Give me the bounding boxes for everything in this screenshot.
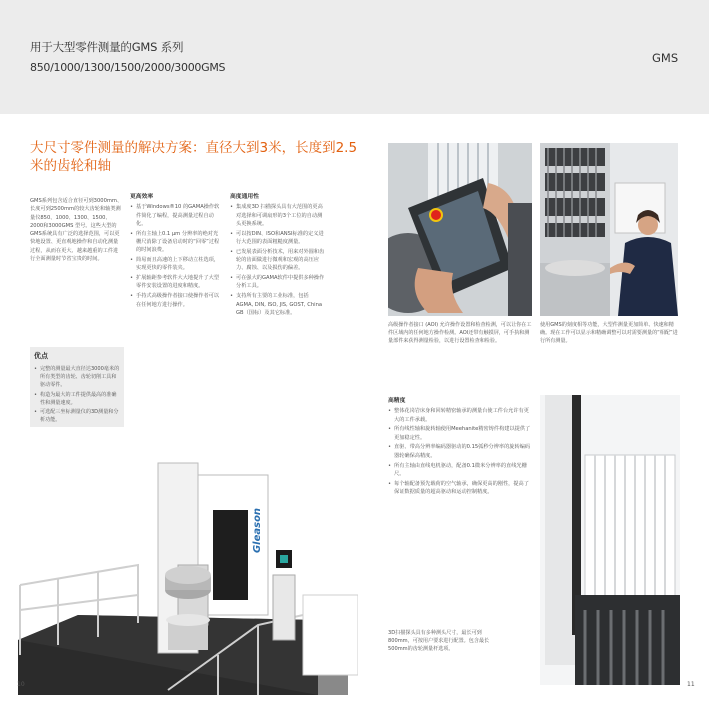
- brand-label-wrap: [250, 480, 266, 580]
- advantages-box: [30, 347, 124, 427]
- versatility-list: [230, 203, 325, 317]
- handheld-caption: 高级操作者接口 (AOI) 允许操作设置和检查检测，可以让你在工件区域内的任何地方操作检测。AOI还带有触摸屏，可手执和测量部件来获得测量检验，以进行设置检查和检验。: [388, 322, 532, 344]
- list-item: • 基于Windows®10 的GAMA操作软件简化了编程，提高测量过程自动化。: [130, 203, 223, 228]
- list-item: • 可在强大的GAMA软件中提供多种操作分析工具。: [230, 274, 325, 291]
- page-number-left: 10: [17, 681, 25, 688]
- precision-list: [388, 407, 533, 496]
- list-item: • 所有线性轴和旋转轴使用Meehanite精密铸件构建以提供了更加稳定性。: [388, 425, 533, 442]
- probe-caption: 3D扫描探头具有多种测头尺寸，最长可到800mm，可按用户要求进行配置。包含最长500mm的齿轮测量杆选项。: [388, 630, 490, 652]
- efficiency-list: [130, 203, 223, 309]
- list-item: • 整体花岗岩床身和回转精密轴承的测量台使工件台允许有更大的工件承载。: [388, 407, 533, 424]
- header-subtitle: 850/1000/1300/1500/2000/3000GMS: [30, 61, 226, 74]
- versatility-column: [230, 193, 325, 319]
- versatility-title: 高度通用性: [230, 194, 259, 200]
- list-item: • 已发展表面分析技术，用来对外圆和齿轮的齿面做进行微观和宏观的高压应力、腐蚀、以及损伤的偏差。: [230, 248, 325, 273]
- brand-label: Gleason: [252, 507, 264, 553]
- headline: 大尺寸零件测量的解决方案：直径大到3米，长度到2.5米的齿轮和轴: [30, 140, 358, 174]
- header-title: 用于大型零件测量的GMS 系列: [30, 40, 184, 54]
- list-item: • 可以按DIN、ISO和ANSI标准的定义进行大范围的表面粗糙度测量。: [230, 230, 325, 247]
- header-tag: GMS: [652, 51, 679, 65]
- handheld-photo: [388, 143, 532, 316]
- header-band: [0, 0, 709, 114]
- list-item: • 集成度3D 扫描探头具有大范围的更高对选择和可调扇形的3个工位的自动测头更换系统。: [230, 203, 325, 228]
- page-number-right: 11: [687, 681, 695, 688]
- list-item: • 手持式高级操作者接口使操作者可以在任何地方进行操作。: [130, 292, 223, 309]
- list-item: • 所有主轴上0.1 µm 分辨率的绝对光栅尺消除了设备启动时的“回零”过程的时间浪费。: [130, 230, 223, 255]
- list-item: • 每个轴配备预先载荷的空气轴承，确保更高的刚性，提高了保证数据质量的超高驱动和运动控制精度。: [388, 480, 533, 497]
- operator-photo: [540, 143, 678, 316]
- list-item: • 直驱、带高分辨率编码器驱动的0.15弧秒分辨率的旋转编码器轮确保高精度。: [388, 443, 533, 460]
- list-item: • 支持所有主要的工业标准，包括AGMA, DIN, ISO, JIS, GOST, China GB（国标）及其它标准。: [230, 292, 325, 317]
- advantages-title: 优点: [34, 352, 48, 360]
- advantages-list: [34, 365, 120, 424]
- list-item: • 可选配三坐标测量仪的3D测量和分析功能。: [34, 408, 120, 424]
- list-item: • 所有主轴由直线电机驱动，配备0.1微米分辨率的直线光栅尺。: [388, 462, 533, 479]
- intro-column: [30, 197, 123, 263]
- precision-title: 高精度: [388, 398, 406, 404]
- precision-column: [388, 397, 533, 498]
- list-item: • 完整的测量最大直径达3000毫米的所有类型的齿轮、齿轮切削工具和驱动零件。: [34, 365, 120, 389]
- machine-image: [18, 455, 358, 695]
- operator-caption: 使用GMS的刻度相等功能，大型件测量更加简单、快速和精确。现在工作可以显示和精确调整可以对需要测量的“相配”进行所有测量。: [540, 322, 678, 344]
- efficiency-column: [130, 193, 223, 310]
- list-item: • 简易而且高速的上下移动立柱选项，实现更快的零件装夹。: [130, 256, 223, 273]
- intro-text: GMS系列包含适合直径可到3000mm、长度可到2500mm的较大齿轮和轴类测量仪850、1000、1300、1500、2000和3000GMS 型号。这些大型的GMS系统具有广泛的选择范围，可以更快地设置、更直观地操作和自动化测量过程，从而在更大、越来越重的工件进行全面测量时节省宝贵的时间。: [30, 198, 123, 263]
- efficiency-title: 更高效率: [130, 194, 154, 200]
- probe-photo: [540, 395, 680, 685]
- list-item: • 构造为最大的工件提供最高的准确性和测量速度。: [34, 391, 120, 407]
- list-item: • 扩展轴距参考软件大大地提升了大型零件安装设置的进度和精度。: [130, 274, 223, 291]
